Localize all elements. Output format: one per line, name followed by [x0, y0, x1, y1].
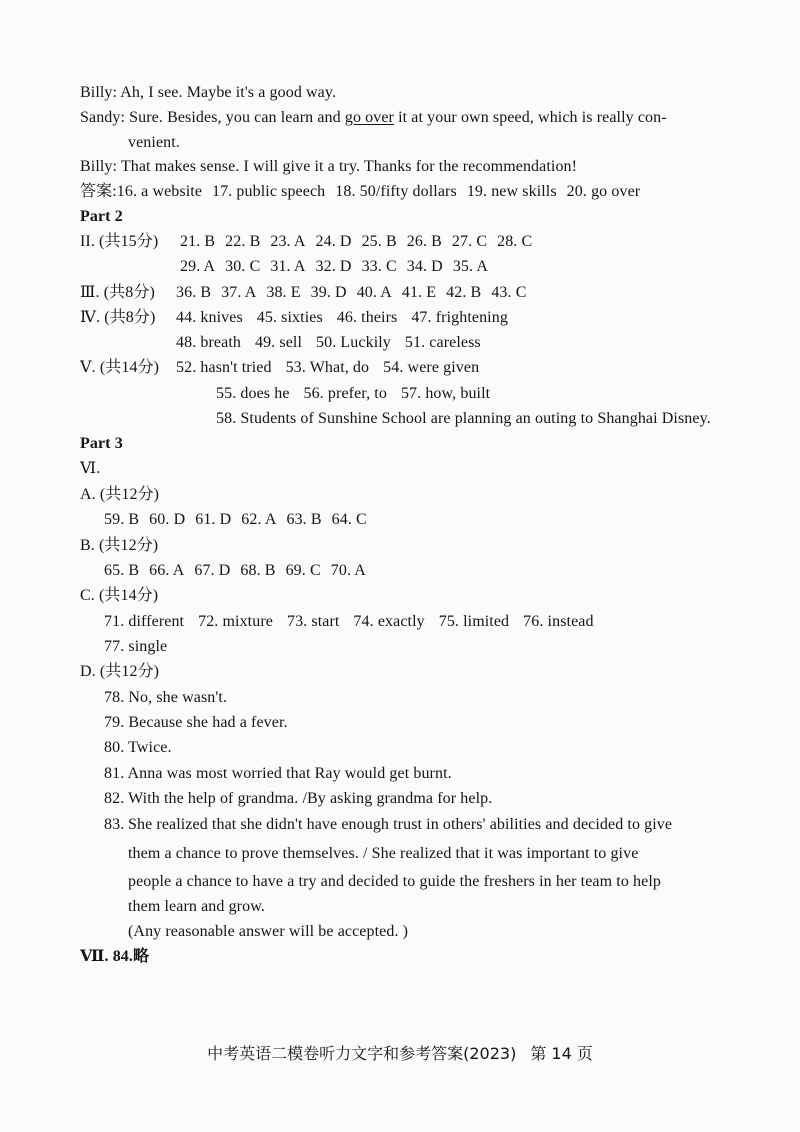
answer-item: 76. instead [523, 613, 594, 630]
section-ii-row-1 [180, 232, 542, 252]
part2-title: Part 2 [80, 208, 123, 225]
answer-label: 答案: [80, 183, 117, 200]
section-v-row-3: 58. Students of Sunshine School are planning an outing to Shanghai Disney. [216, 410, 711, 427]
answer-item: 42. B [446, 284, 482, 301]
answer-item: 56. prefer, to [303, 385, 387, 402]
underlined-phrase: go over [344, 109, 394, 126]
section-ii-row-2 [180, 257, 498, 277]
answer-item: 16. a website [116, 183, 203, 200]
section-v-row-1 [176, 358, 493, 378]
answer-item: 72. mixture [198, 613, 273, 630]
answer-item: 21. B [180, 233, 216, 250]
section-a-label: A. (共12分) [80, 486, 160, 503]
answer-item: 64. C [331, 511, 367, 528]
answer-item: 60. D [149, 511, 186, 528]
answer-item: 28. C [497, 233, 533, 250]
answer-item: 62. A [241, 511, 277, 528]
answer-note: (Any reasonable answer will be accepted. ) [128, 923, 409, 940]
answer-item: 37. A [221, 284, 257, 301]
answer-item: 41. E [401, 284, 437, 301]
answer-item: 59. B [104, 511, 140, 528]
answer-item: 75. limited [438, 613, 510, 630]
speaker: Billy: [80, 158, 118, 175]
answer-80: 80. Twice. [104, 739, 172, 756]
answer-item: 18. 50/fifty dollars [335, 183, 457, 200]
answer-item: 23. A [270, 233, 306, 250]
answer-item: 19. new skills [466, 183, 557, 200]
dialogue-line-3 [80, 157, 577, 177]
answer-item: 43. C [491, 284, 527, 301]
answer-item: 51. careless [404, 334, 481, 351]
answer-item: 30. C [225, 258, 261, 275]
answer-79: 79. Because she had a fever. [104, 714, 288, 731]
answer-83-number: 83. [104, 816, 125, 833]
answer-item: 24. D [315, 233, 352, 250]
answer-item: 26. B [406, 233, 442, 250]
answer-83-line-4: them learn and grow. [128, 898, 265, 915]
answer-item: 47. frightening [411, 309, 508, 326]
answer-item: 69. C [285, 562, 321, 579]
section-b-answers [104, 561, 376, 581]
answer-item: 44. knives [176, 309, 243, 326]
answer-item: 27. C [451, 233, 488, 250]
answer-item: 54. were given [383, 359, 480, 376]
answer-item: 20. go over [566, 183, 641, 200]
section-ii-label: II. (共15分) [80, 233, 159, 250]
section-vii [80, 947, 149, 967]
answer-83-line-3: people a chance to have a try and decided to guide the freshers in her team to help [128, 873, 661, 890]
speaker: Sandy: [80, 109, 126, 126]
answer-item: 49. sell [254, 334, 303, 351]
answers-16-20 [80, 182, 650, 202]
section-iv-row-1 [176, 308, 522, 328]
answer-item: 35. A [452, 258, 488, 275]
answer-item: 31. A [270, 258, 306, 275]
dialogue-text: it at your own speed, which is really con- [393, 109, 667, 126]
section-c-label: C. (共14分) [80, 587, 159, 604]
answer-item: 25. B [361, 233, 397, 250]
answer-item: 52. hasn't tried [176, 359, 272, 376]
answer-item: 74. exactly [353, 613, 425, 630]
footer-title: 中考英语二模卷听力文字和参考答案(2023) [207, 1044, 517, 1063]
answer-item: 45. sixties [256, 309, 323, 326]
section-iii-label: Ⅲ. (共8分) [80, 284, 155, 301]
section-c-answers [104, 612, 608, 632]
dialogue-line-1 [80, 83, 336, 103]
dialogue-continuation: venient. [128, 134, 180, 151]
answer-78: 78. No, she wasn't. [104, 689, 227, 706]
section-iv-row-2 [176, 333, 495, 353]
section-vii-label: Ⅶ. 84. [80, 948, 133, 965]
answer-item: 71. different [104, 613, 185, 630]
page-footer [0, 1044, 800, 1064]
section-iv-label: Ⅳ. (共8分) [80, 309, 156, 326]
answer-item: 57. how, built [400, 385, 491, 402]
section-c-answer-77: 77. single [104, 638, 168, 655]
section-b-label: B. (共12分) [80, 537, 159, 554]
answer-item: 40. A [356, 284, 392, 301]
answer-item: 39. D [310, 284, 347, 301]
answer-item: 22. B [225, 233, 261, 250]
answer-item: 73. start [286, 613, 340, 630]
answer-item: 66. A [149, 562, 185, 579]
section-v-row-2 [216, 384, 504, 404]
section-iii-row-1 [176, 283, 536, 303]
answer-item: 48. breath [176, 334, 241, 351]
dialogue-text: Ah, I see. Maybe it's a good way. [120, 84, 337, 101]
answer-item: 65. B [104, 562, 140, 579]
dialogue-text: That makes sense. I will give it a try. Thanks for the recommendation! [120, 158, 578, 175]
answer-item: 17. public speech [212, 183, 326, 200]
section-v-label: Ⅴ. (共14分) [80, 359, 160, 376]
answer-item: 32. D [315, 258, 352, 275]
answer-83-line-2: them a chance to prove themselves. / She realized that it was important to give [128, 845, 639, 862]
answer-item: 33. C [361, 258, 397, 275]
answer-item: 34. D [406, 258, 443, 275]
answer-83-line-1: She realized that she didn't have enough trust in others' abilities and decided to give [128, 816, 673, 833]
dialogue-text: Sure. Besides, you can learn and [129, 109, 345, 126]
section-vi-label: Ⅵ. [80, 460, 101, 477]
section-a-answers [104, 510, 377, 530]
answer-item: 50. Luckily [316, 334, 391, 351]
dialogue-line-2 [80, 108, 667, 128]
speaker: Billy: [80, 84, 118, 101]
answer-item: 38. E [266, 284, 301, 301]
answer-item: 36. B [176, 284, 212, 301]
answer-item: 70. A [330, 562, 366, 579]
answer-82: 82. With the help of grandma. /By asking grandma for help. [104, 790, 493, 807]
answer-item: 55. does he [216, 385, 290, 402]
page-number: 第 14 页 [530, 1044, 593, 1063]
answer-item: 68. B [240, 562, 276, 579]
part3-title: Part 3 [80, 435, 123, 452]
section-d-label: D. (共12分) [80, 663, 160, 680]
answer-item: 63. B [286, 511, 322, 528]
answer-item: 61. D [195, 511, 232, 528]
answer-item: 46. theirs [336, 309, 398, 326]
section-vii-text: 略 [133, 948, 150, 965]
answer-item: 29. A [180, 258, 216, 275]
answer-item: 53. What, do [285, 359, 370, 376]
answer-item: 67. D [194, 562, 231, 579]
answer-81: 81. Anna was most worried that Ray would get burnt. [104, 765, 452, 782]
